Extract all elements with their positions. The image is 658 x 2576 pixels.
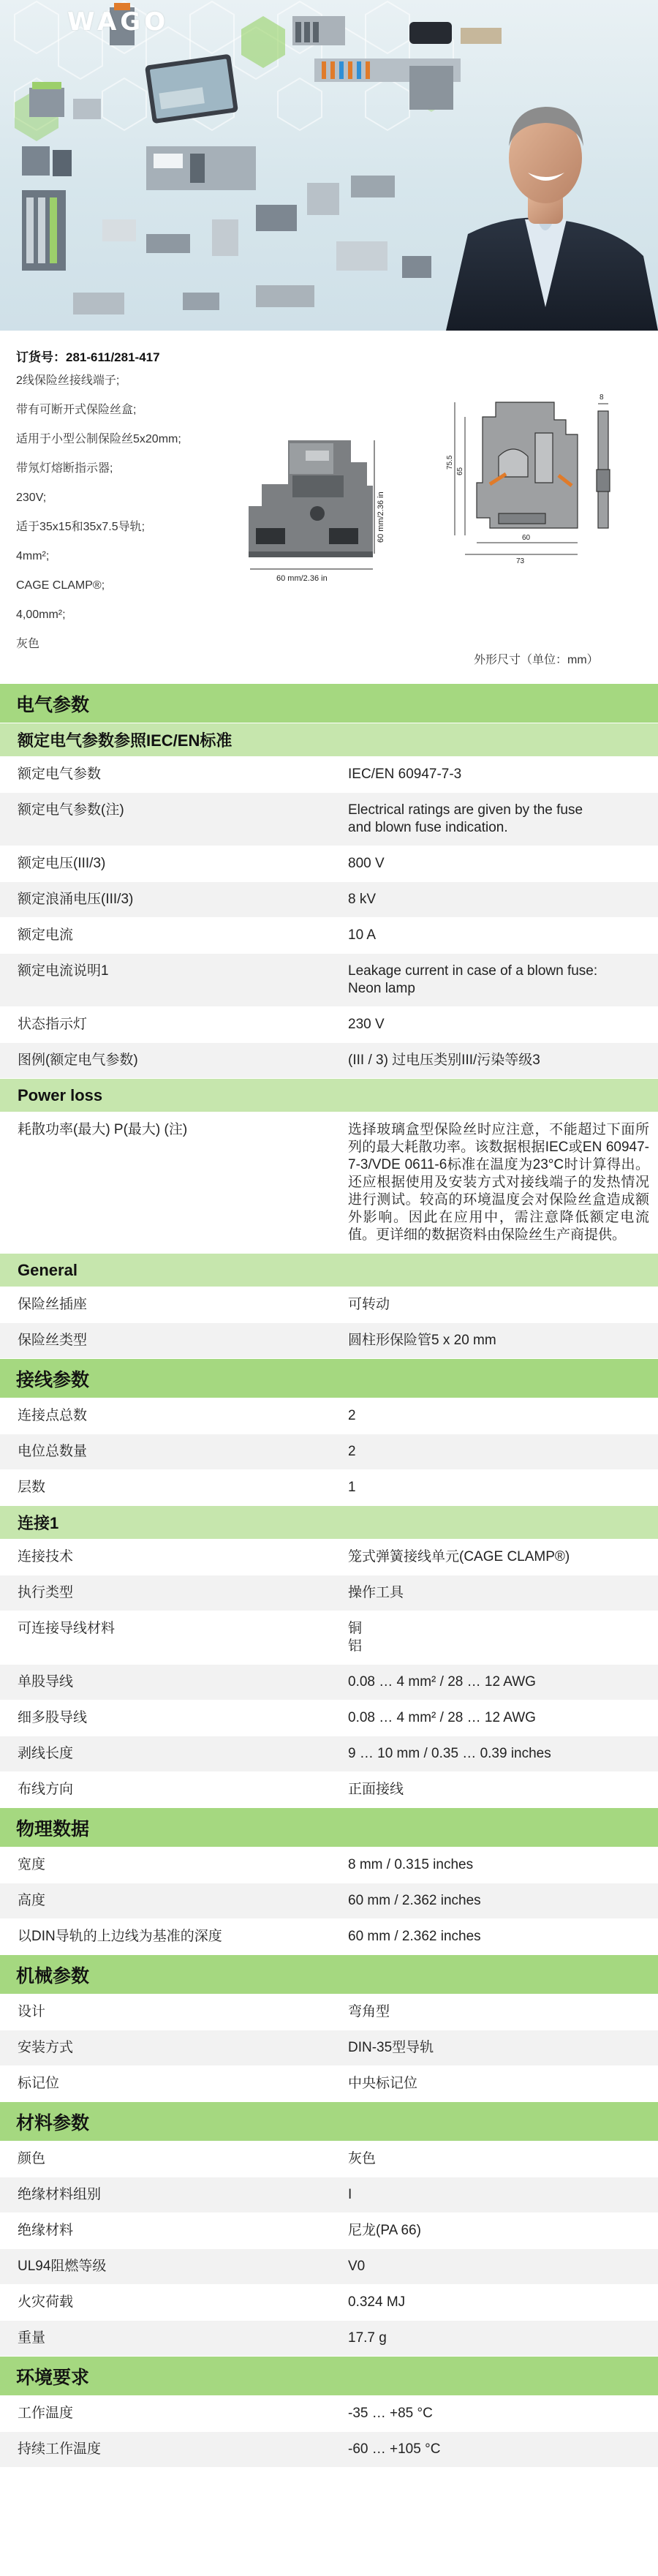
spec-value-line: 2 [348,1444,356,1459]
spec-label: 连接技术 [18,1549,74,1564]
spec-label: 额定电气参数 [18,767,102,782]
table-row [0,2065,658,2101]
photo-height-dim: 60 mm/2.36 in [377,492,385,543]
spec-value-line: 圆柱形保险管5 x 20 mm [348,1333,496,1348]
spec-value-line: 选择玻璃盒型保险丝时应注意，不能超过下面所列的最大耗散功率。该数据根据IEC或EN 60947-7-3/VDE 0611-6标准在温度为23°C时计算得出。还应根据使用及安装方式对接线端子的发热情况进行测试。较高的环境温度会对保险丝盒造成额外影响。因此在应用中，需注意降低额定电流值。更详细的数据资料由保险丝生产商提供。 [348,1122,649,1243]
spec-value [330,2396,658,2431]
table-row [0,1847,658,1883]
spec-value-line: 800 V [348,856,385,871]
feature-item: 4mm²; [16,550,50,562]
section-heading: 物理数据 [0,1807,658,1847]
spec-value [330,2285,658,2320]
spec-table [0,2395,658,2467]
feature-item: 2线保险丝接线端子; [16,374,120,387]
spec-table [0,1287,658,1358]
table-row [0,2431,658,2467]
section-heading: 机械参数 [0,1954,658,1994]
dimension-caption: 外形尺寸（单位：mm） [474,654,599,666]
spec-value-line: -35 … +85 °C [348,2406,433,2421]
table-row [0,2141,658,2177]
product-intro [0,331,658,683]
spec-value-line: V0 [348,2259,366,2274]
spec-value-line: 灰色 [348,2151,377,2166]
spec-label: 额定电气参数(注) [18,802,124,818]
drawing-dim-d4: 73 [516,557,525,565]
subsection-heading: 额定电气参数参照IEC/EN标准 [0,723,658,756]
spec-label: 可连接导线材料 [18,1621,116,1636]
feature-item: 适于35x15和35x7.5导轨; [16,521,145,533]
table-row [0,1469,658,1505]
spec-label: 布线方向 [18,1782,74,1797]
table-row [0,1700,658,1736]
section-heading: 电气参数 [0,683,658,723]
spec-value [330,1848,658,1883]
spec-value [330,1540,658,1575]
spec-value [330,2321,658,2356]
table-row [0,1611,658,1664]
spec-value-line: 铜 [348,1621,363,1636]
spec-value-line: 0.324 MJ [348,2294,406,2310]
drawing-dim-d2: 65 [456,467,464,475]
spec-value [330,1665,658,1700]
spec-value [330,1043,658,1078]
table-row [0,1006,658,1042]
spec-table [0,756,658,1078]
table-row [0,881,658,917]
spec-value [330,1434,658,1469]
table-row [0,2320,658,2356]
spec-value-line: 17.7 g [348,2330,387,2346]
feature-item: 带氖灯熔断指示器; [16,462,113,475]
spec-label: 状态指示灯 [18,1017,88,1032]
spec-value [330,882,658,917]
spec-value [330,1007,658,1042]
table-row [0,1771,658,1807]
table-row [0,2177,658,2212]
technical-drawing [455,402,610,554]
table-row [0,1883,658,1918]
spec-value-line: Neon lamp [348,981,415,996]
spec-label: 耗散功率(最大) P(最大) (注) [18,1122,188,1137]
spec-value [330,2177,658,2212]
spec-value [330,2213,658,2248]
feature-item: 带有可断开式保险丝盒; [16,404,137,416]
table-row [0,2212,658,2248]
spec-value-line: Leakage current in case of a blown fuse: [348,963,598,979]
feature-item: CAGE CLAMP®; [16,579,105,592]
spec-value-line: 230 V [348,1017,385,1032]
spec-value [330,1883,658,1918]
table-row [0,2395,658,2431]
spec-label: 单股导线 [18,1674,74,1690]
table-row [0,2284,658,2320]
spec-value [330,1398,658,1434]
table-row [0,1575,658,1611]
spec-value-line: DIN-35型导轨 [348,2040,434,2055]
spec-label: 工作温度 [18,2406,74,2421]
spec-label: 层数 [18,1480,46,1495]
spec-label: 额定电压(III/3) [18,856,106,871]
table-row [0,953,658,1006]
spec-value [330,1323,658,1358]
spec-label: 持续工作温度 [18,2441,102,2457]
spec-label: 剥线长度 [18,1746,74,1761]
table-row [0,1112,658,1253]
spec-label: 高度 [18,1893,46,1908]
table-row [0,1994,658,2030]
spec-value-line: 正面接线 [348,1782,404,1797]
spec-label: 保险丝类型 [18,1333,88,1348]
section-heading: 材料参数 [0,2101,658,2141]
spec-value-line: 60 mm / 2.362 inches [348,1893,481,1908]
table-row [0,1918,658,1954]
spec-label: 细多股导线 [18,1710,88,1725]
table-row [0,1664,658,1700]
spec-value-line: 1 [348,1480,356,1495]
spec-label: 电位总数量 [18,1444,88,1459]
spec-label: UL94阻燃等级 [18,2259,107,2274]
hero-illustration [0,0,658,331]
feature-item: 灰色 [16,638,40,650]
hero-banner [0,0,658,331]
spec-label: 保险丝插座 [18,1297,88,1312]
subsection-heading: 连接1 [0,1505,658,1539]
table-row [0,1434,658,1469]
spec-value-line: 中央标记位 [348,2076,418,2091]
spec-value [330,757,658,792]
spec-value [330,1995,658,2030]
spec-value [330,1287,658,1322]
photo-width-dim: 60 mm/2.36 in [276,574,328,583]
spec-label: 图例(额定电气参数) [18,1052,138,1068]
spec-value [330,1919,658,1954]
spec-label: 绝缘材料组别 [18,2187,102,2202]
spec-table [0,1398,658,1505]
spec-value [330,793,658,846]
product-drawings [241,389,651,667]
spec-value [330,846,658,881]
spec-label: 绝缘材料 [18,2223,74,2238]
spec-value [330,954,658,1006]
table-row [0,792,658,846]
spec-label: 安装方式 [18,2040,74,2055]
spec-label: 标记位 [18,2076,60,2091]
spec-value-line: 弯角型 [348,2004,390,2019]
table-row [0,2248,658,2284]
spec-value [330,1736,658,1771]
drawing-dim-d5: 8 [600,393,604,402]
spec-value [330,2249,658,2284]
spec-value [330,2142,658,2177]
spec-value-line: -60 … +105 °C [348,2441,441,2457]
spec-value [330,1112,658,1253]
spec-value-line: Electrical ratings are given by the fuse [348,802,583,818]
spec-value [330,2030,658,2065]
spec-label: 执行类型 [18,1585,74,1600]
spec-value-line: I [348,2187,352,2202]
spec-value-line: 铝 [348,1638,363,1654]
feature-item: 4,00mm²; [16,609,66,621]
feature-list [16,374,257,652]
spec-value [330,1611,658,1664]
table-row [0,917,658,953]
spec-label: 宽度 [18,1857,46,1872]
spec-label: 以DIN导轨的上边线为基准的深度 [18,1929,222,1944]
order-number: 订货号：281-611/281-417 [16,350,160,364]
spec-value-line: 60 mm / 2.362 inches [348,1929,481,1944]
spec-table [0,1994,658,2101]
table-row [0,756,658,792]
drawing-dim-d3: 60 [522,534,531,542]
spec-value-line: 笼式弹簧接线单元(CAGE CLAMP®) [348,1549,570,1564]
spec-value-line: 操作工具 [348,1585,404,1600]
table-row [0,1322,658,1358]
spec-value [330,918,658,953]
feature-item: 230V; [16,492,47,504]
table-row [0,1736,658,1771]
spec-label: 额定电流 [18,927,74,943]
table-row [0,1042,658,1078]
spec-value-line: (III / 3) 过电压类别III/污染等级3 [348,1052,540,1068]
spec-table [0,1112,658,1253]
spec-value-line: 8 mm / 0.315 inches [348,1857,474,1872]
table-row [0,846,658,881]
spec-label: 重量 [18,2330,46,2346]
spec-value-line: 尼龙(PA 66) [348,2223,421,2238]
subsection-heading: Power loss [0,1078,658,1112]
section-heading: 环境要求 [0,2356,658,2395]
spec-value [330,1772,658,1807]
drawing-dim-d1: 75.5 [446,455,454,470]
spec-value-line: 0.08 … 4 mm² / 28 … 12 AWG [348,1674,536,1690]
wago-logo: WAGO [67,7,170,37]
subsection-heading: General [0,1253,658,1287]
spec-value-line: 0.08 … 4 mm² / 28 … 12 AWG [348,1710,536,1725]
spec-label: 火灾荷载 [18,2294,74,2310]
spec-label: 额定浪涌电压(III/3) [18,892,134,907]
spec-value [330,1470,658,1505]
spec-value-line: 8 kV [348,892,377,907]
spec-value-line: 2 [348,1408,356,1423]
table-row [0,1539,658,1575]
spec-table [0,2141,658,2356]
spec-label: 设计 [18,2004,46,2019]
spec-value-line: 10 A [348,927,377,943]
spec-value [330,1575,658,1611]
spec-value [330,2066,658,2101]
spec-label: 额定电流说明1 [18,963,109,979]
spec-label: 颜色 [18,2151,46,2166]
spec-value-line: and blown fuse indication. [348,820,508,835]
spec-value [330,1701,658,1736]
feature-item: 适用于小型公制保险丝5x20mm; [16,433,181,445]
product-photo [249,440,385,583]
table-row [0,2030,658,2065]
spec-tables [0,683,658,2467]
spec-value-line: IEC/EN 60947-7-3 [348,767,462,782]
table-row [0,1287,658,1322]
section-heading: 接线参数 [0,1358,658,1398]
spec-table [0,1539,658,1807]
table-row [0,1398,658,1434]
spec-value-line: 可转动 [348,1297,390,1312]
spec-label: 连接点总数 [18,1408,88,1423]
spec-value [330,2432,658,2467]
spec-value-line: 9 … 10 mm / 0.35 … 0.39 inches [348,1746,551,1761]
spec-table [0,1847,658,1954]
